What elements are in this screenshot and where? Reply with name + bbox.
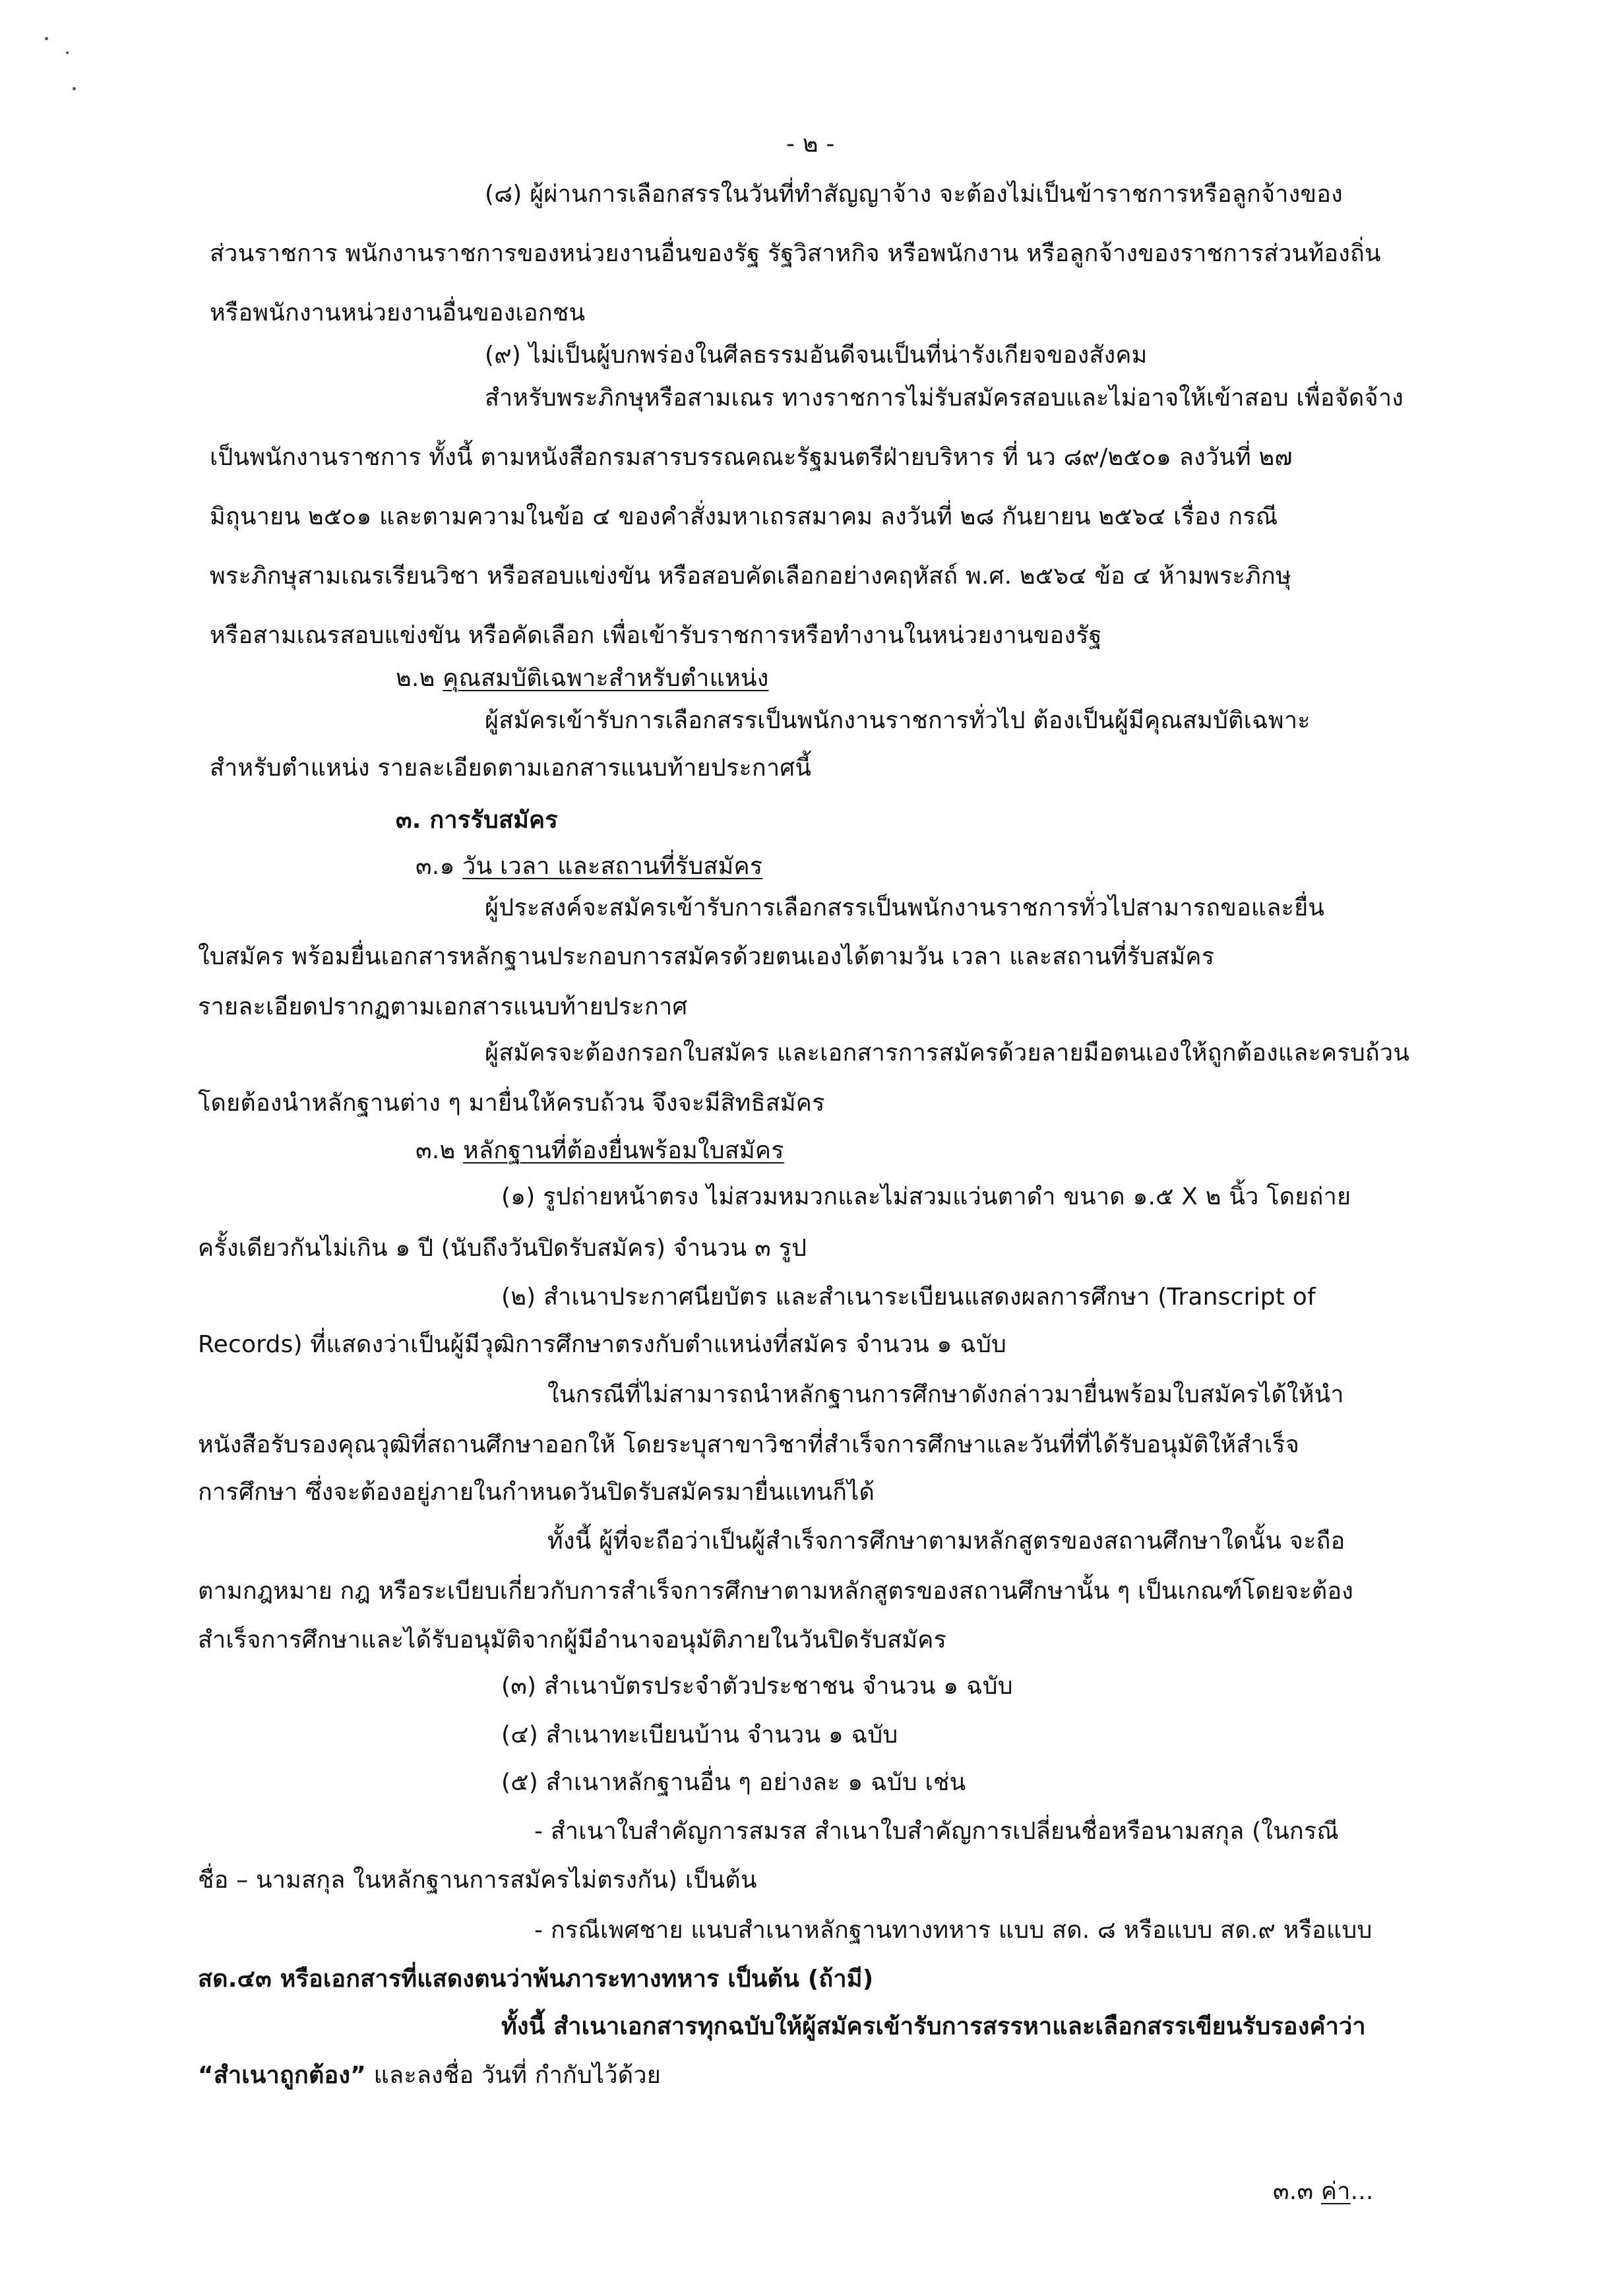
- section-3-1-line-4: ผู้สมัครจะต้องกรอกใบสมัคร และเอกสารการสมัครด้วยลายมือตนเองให้ถูกต้องและครบถ้วน: [485, 1039, 1410, 1067]
- section-3-1-line-5: โดยต้องนำหลักฐานต่าง ๆ มายื่นให้ครบถ้วน จึงจะมีสิทธิสมัคร: [198, 1090, 825, 1117]
- scan-speck: [66, 51, 69, 54]
- scan-specks: [40, 33, 92, 112]
- doc-item-3-line-1: (๓) สำเนาบัตรประจำตัวประชาชน จำนวน ๑ ฉบับ: [501, 1673, 1013, 1700]
- section-3-1-heading: [416, 849, 762, 884]
- section-3-2-title: หลักฐานที่ต้องยื่นพร้อมใบสมัคร: [463, 1137, 784, 1164]
- item-8-line-1: (๘) ผู้ผ่านการเลือกสรรในวันที่ทำสัญญาจ้าง จะต้องไม่เป็นข้าราชการหรือลูกจ้างของ: [485, 181, 1343, 208]
- doc-item-2-line-7: ตามกฎหมาย กฎ หรือระเบียบเกี่ยวกับการสำเร็จการศึกษาตามหลักสูตรของสถานศึกษานั้น ๆ เป็นเกณฑ์โดยจะต้อง: [198, 1578, 1354, 1605]
- continuation-number: ๓.๓: [1273, 2178, 1321, 2205]
- section-2-2-title: คุณสมบัติเฉพาะสำหรับตำแหน่ง: [443, 665, 769, 692]
- monk-paragraph-line-1: สำหรับพระภิกษุหรือสามเณร ทางราชการไม่รับสมัครสอบและไม่อาจให้เข้าสอบ เพื่อจัดจ้าง: [485, 385, 1404, 412]
- doc-item-2-line-4: หนังสือรับรองคุณวุฒิที่สถานศึกษาออกให้ โดยระบุสาขาวิชาที่สำเร็จการศึกษาและวันที่ที่ได้รับอนุมัติให้สำเร็จ: [198, 1431, 1300, 1458]
- section-2-2-line-2: สำหรับตำแหน่ง รายละเอียดตามเอกสารแนบท้ายประกาศนี้: [210, 755, 812, 782]
- section-3-2-heading: [416, 1133, 784, 1169]
- doc-item-5-line-3: ชื่อ – นามสกุล ในหลักฐานการสมัครไม่ตรงกัน) เป็นต้น: [198, 1867, 757, 1894]
- section-2-2-line-1: ผู้สมัครเข้ารับการเลือกสรรเป็นพนักงานราชการทั่วไป ต้องเป็นผู้มีคุณสมบัติเฉพาะ: [485, 707, 1311, 734]
- doc-item-1-line-1: (๑) รูปถ่ายหน้าตรง ไม่สวมหมวกและไม่สวมแว่นตาดำ ขนาด ๑.๕ X ๒ นิ้ว โดยถ่าย: [501, 1183, 1351, 1210]
- doc-item-1-line-2: ครั้งเดียวกันไม่เกิน ๑ ปี (นับถึงวันปิดรับสมัคร) จำนวน ๓ รูป: [198, 1235, 807, 1262]
- monk-paragraph-line-2: เป็นพนักงานราชการ ทั้งนี้ ตามหนังสือกรมสารบรรณคณะรัฐมนตรีฝ่ายบริหาร ที่ นว ๘๙/๒๕๐๑ ลงวันที่ ๒๗: [210, 444, 1293, 471]
- doc-item-5-line-2: - สำเนาใบสำคัญการสมรส สำเนาใบสำคัญการเปลี่ยนชื่อหรือนามสกุล (ในกรณี: [534, 1818, 1340, 1845]
- monk-paragraph-line-3: มิถุนายน ๒๕๐๑ และตามความในข้อ ๔ ของคำสั่งมหาเถรสมาคม ลงวันที่ ๒๘ กันยายน ๒๕๖๔ เรื่อง กรณี: [210, 503, 1278, 530]
- continuation-ellipsis: ...: [1350, 2178, 1374, 2205]
- page-number: - ๒ -: [786, 131, 835, 158]
- doc-item-5-line-4: - กรณีเพศชาย แนบสำเนาหลักฐานทางทหาร แบบ สด. ๘ หรือแบบ สด.๙ หรือแบบ: [534, 1917, 1373, 1944]
- doc-item-2-line-6: ทั้งนี้ ผู้ที่จะถือว่าเป็นผู้สำเร็จการศึกษาตามหลักสูตรของสถานศึกษาใดนั้น จะถือ: [547, 1528, 1345, 1555]
- section-3-1-line-1: ผู้ประสงค์จะสมัครเข้ารับการเลือกสรรเป็นพนักงานราชการทั่วไปสามารถขอและยื่น: [485, 894, 1325, 921]
- doc-item-4-line-1: (๔) สำเนาทะเบียนบ้าน จำนวน ๑ ฉบับ: [501, 1722, 898, 1749]
- doc-item-5-line-5: สด.๔๓ หรือเอกสารที่แสดงตนว่าพ้นภาระทางทหาร เป็นต้น (ถ้ามี): [198, 1966, 874, 1993]
- doc-item-5-line-1: (๕) สำเนาหลักฐานอื่น ๆ อย่างละ ๑ ฉบับ เช่น: [501, 1769, 966, 1796]
- section-3-1-number: ๓.๑: [416, 853, 455, 880]
- scan-speck: [73, 87, 76, 90]
- section-3-heading: ๓. การรับสมัคร: [396, 807, 558, 834]
- doc-item-2-line-3: ในกรณีที่ไม่สามารถนำหลักฐานการศึกษาดังกล่าวมายื่นพร้อมใบสมัครได้ให้นำ: [547, 1381, 1344, 1408]
- item-8-line-2: ส่วนราชการ พนักงานราชการของหน่วยงานอื่นของรัฐ รัฐวิสาหกิจ หรือพนักงาน หรือลูกจ้างของราชการส่วนท้องถิ่น: [210, 240, 1381, 267]
- section-3-2-number: ๓.๒: [416, 1137, 456, 1164]
- copy-certify-quote: “สำเนาถูกต้อง”: [198, 2062, 367, 2089]
- monk-paragraph-line-4: พระภิกษุสามเณรเรียนวิชา หรือสอบแข่งขัน หรือสอบคัดเลือกอย่างคฤหัสถ์ พ.ศ. ๒๕๖๔ ข้อ ๔ ห้ามพระภิกษุ: [210, 563, 1291, 590]
- copy-certify-rest: และลงชื่อ วันที่ กำกับไว้ด้วย: [366, 2062, 662, 2089]
- section-3-1-line-3: รายละเอียดปรากฏตามเอกสารแนบท้ายประกาศ: [198, 993, 688, 1020]
- section-2-2-number: ๒.๒: [396, 665, 435, 692]
- scan-speck: [45, 37, 48, 40]
- doc-item-2-line-1: (๒) สำเนาประกาศนียบัตร และสำเนาระเบียนแสดงผลการศึกษา (Transcript of: [501, 1284, 1316, 1311]
- continuation-word: ค่า: [1320, 2178, 1351, 2205]
- continuation-marker: [1273, 2174, 1374, 2210]
- doc-item-2-line-2: Records) ที่แสดงว่าเป็นผู้มีวุฒิการศึกษาตรงกับตำแหน่งที่สมัคร จำนวน ๑ ฉบับ: [198, 1331, 1007, 1358]
- doc-item-2-line-8: สำเร็จการศึกษาและได้รับอนุมัติจากผู้มีอำนาจอนุมัติภายในวันปิดรับสมัคร: [198, 1627, 947, 1654]
- item-8-line-3: หรือพนักงานหน่วยงานอื่นของเอกชน: [210, 299, 586, 326]
- section-2-2-heading: [396, 661, 769, 697]
- item-9-line-1: (๙) ไม่เป็นผู้บกพร่องในศีลธรรมอันดีจนเป็นที่น่ารังเกียจของสังคม: [485, 342, 1148, 369]
- copy-certify-line-2: [198, 2058, 661, 2094]
- monk-paragraph-line-5: หรือสามเณรสอบแข่งขัน หรือคัดเลือก เพื่อเข้ารับราชการหรือทำงานในหน่วยงานของรัฐ: [210, 622, 1102, 649]
- section-3-1-title: วัน เวลา และสถานที่รับสมัคร: [462, 853, 763, 880]
- section-3-1-line-2: ใบสมัคร พร้อมยื่นเอกสารหลักฐานประกอบการสมัครด้วยตนเองได้ตามวัน เวลา และสถานที่รับสมัคร: [198, 943, 1215, 970]
- copy-certify-line-1: ทั้งนี้ สำเนาเอกสารทุกฉบับให้ผู้สมัครเข้ารับการสรรหาและเลือกสรรเขียนรับรองคำว่า: [501, 2013, 1366, 2040]
- doc-item-2-line-5: การศึกษา ซึ่งจะต้องอยู่ภายในกำหนดวันปิดรับสมัครมายื่นแทนก็ได้: [198, 1479, 875, 1506]
